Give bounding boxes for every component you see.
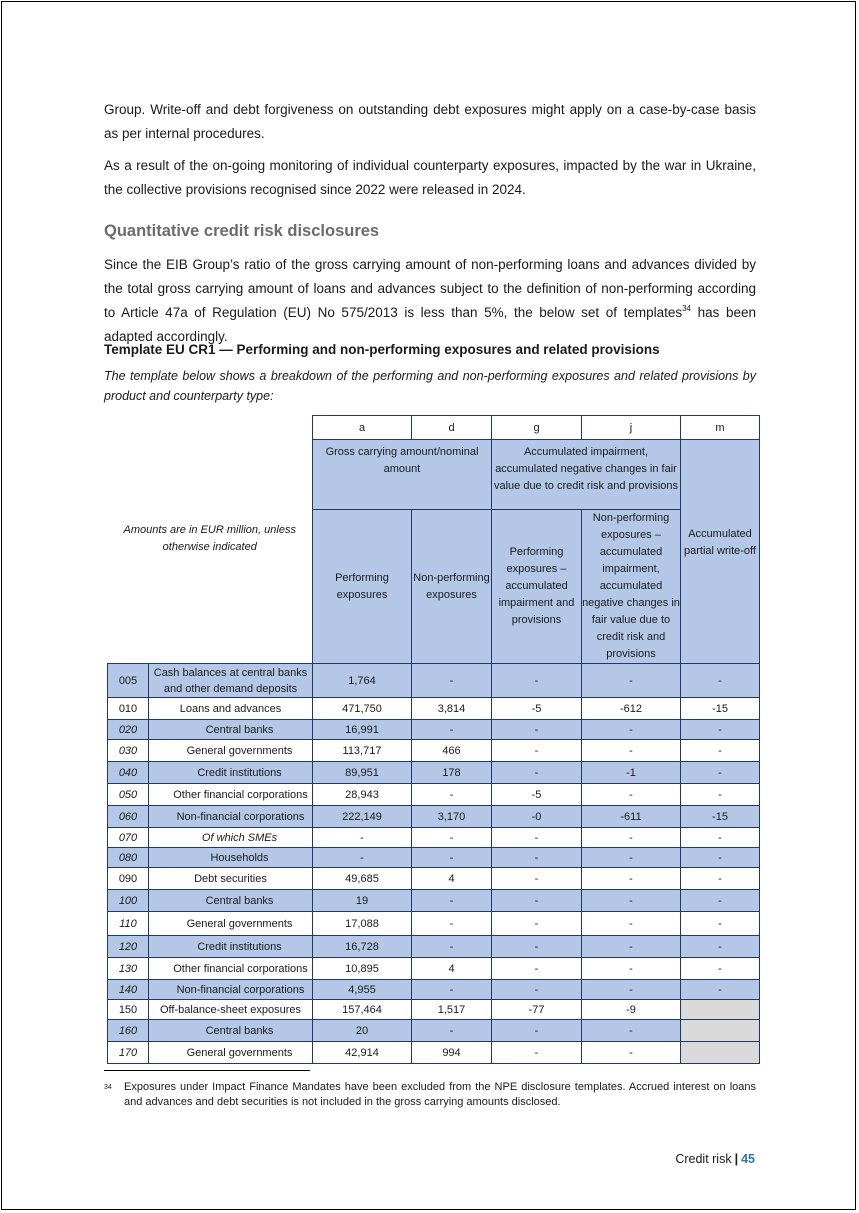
cell-j: -9 xyxy=(582,1000,681,1020)
template-description: The template below shows a breakdown of the performing and non-performing exposures and related provisions by product and counterparty type: xyxy=(104,369,756,403)
row-label: Central banks xyxy=(149,890,313,912)
cell-m: -15 xyxy=(681,806,760,828)
row-label: Other financial corporations xyxy=(149,784,313,806)
cell-m: - xyxy=(681,958,760,980)
cell-d: 3,170 xyxy=(412,806,492,828)
cell-a: - xyxy=(313,848,412,868)
cell-d: 3,814 xyxy=(412,698,492,720)
cell-j: - xyxy=(582,848,681,868)
row-code: 100 xyxy=(108,890,149,912)
paragraph-npe-ratio-text: Since the EIB Group’s ratio of the gross carrying amount of non-performing loans and advances divided by the total gross carrying amount of loans and advances subject to the definition of non-performing according to Article 47a of Regulation (EU) No 575/2013 is less than 5%, the below set of templates xyxy=(104,257,756,320)
cell-j: -612 xyxy=(582,698,681,720)
cell-g: - xyxy=(492,958,582,980)
cell-m: - xyxy=(681,890,760,912)
table-row xyxy=(108,848,760,868)
footnote-reference[interactable]: 34 xyxy=(682,304,692,313)
row-label: Households xyxy=(149,848,313,868)
table-row xyxy=(108,664,760,698)
header-performing-impairment: Performing exposures – accumulated impairment and provisions xyxy=(492,510,582,664)
cell-j: - xyxy=(582,912,681,936)
row-label: Debt securities xyxy=(149,868,313,890)
row-code: 005 xyxy=(108,664,149,698)
cell-m xyxy=(681,1000,760,1020)
cell-g: - xyxy=(492,720,582,740)
cell-j: - xyxy=(582,1042,681,1064)
row-code: 010 xyxy=(108,698,149,720)
cell-a: 17,088 xyxy=(313,912,412,936)
cell-a: 16,728 xyxy=(313,936,412,958)
footnote-divider xyxy=(104,1070,310,1071)
row-code: 020 xyxy=(108,720,149,740)
cell-g: - xyxy=(492,868,582,890)
page-footer xyxy=(675,1152,755,1166)
column-letter-row xyxy=(108,416,760,440)
template-title: Template EU CR1 — Performing and non-performing exposures and related provisions xyxy=(104,342,660,357)
table-row xyxy=(108,890,760,912)
table-row xyxy=(108,936,760,958)
cell-d: - xyxy=(412,936,492,958)
cell-j: - xyxy=(582,740,681,762)
cell-g: - xyxy=(492,848,582,868)
header-performing-exposures: Performing exposures xyxy=(313,510,412,664)
cell-g: - xyxy=(492,1020,582,1042)
cell-a: 89,951 xyxy=(313,762,412,784)
row-label: Non-financial corporations xyxy=(149,806,313,828)
column-letter-m: m xyxy=(681,416,760,440)
cr1-table xyxy=(107,415,760,1064)
page-number: 45 xyxy=(741,1152,755,1166)
cell-d: - xyxy=(412,720,492,740)
row-code: 140 xyxy=(108,980,149,1000)
column-letter-d: d xyxy=(412,416,492,440)
table-row xyxy=(108,720,760,740)
cell-d: - xyxy=(412,848,492,868)
cell-a: - xyxy=(313,828,412,848)
row-code: 160 xyxy=(108,1020,149,1042)
cell-m: - xyxy=(681,740,760,762)
cell-j: - xyxy=(582,664,681,698)
cell-g: - xyxy=(492,1042,582,1064)
row-label: Credit institutions xyxy=(149,762,313,784)
cell-d: 4 xyxy=(412,958,492,980)
paragraph-npe-ratio-end: has been adapted accordingly. xyxy=(104,305,756,344)
cell-d: 1,517 xyxy=(412,1000,492,1020)
table-row xyxy=(108,868,760,890)
cell-a: 1,764 xyxy=(313,664,412,698)
header-non-performing-exposures: Non-performing exposures xyxy=(412,510,492,664)
cell-j: -611 xyxy=(582,806,681,828)
cell-j: - xyxy=(582,720,681,740)
paragraph-collective-provisions: As a result of the on-going monitoring of individual counterparty exposures, impacted by the war in Ukraine, the collective provisions recognised since 2022 were released in 2024. xyxy=(104,158,756,197)
cell-d: 178 xyxy=(412,762,492,784)
cell-j: - xyxy=(582,936,681,958)
cell-g: -5 xyxy=(492,698,582,720)
row-label: General governments xyxy=(149,740,313,762)
footnote xyxy=(104,1080,756,1110)
cell-a: 19 xyxy=(313,890,412,912)
row-code: 030 xyxy=(108,740,149,762)
cell-j: - xyxy=(582,890,681,912)
row-code: 070 xyxy=(108,828,149,848)
cell-d: - xyxy=(412,980,492,1000)
row-code: 110 xyxy=(108,912,149,936)
row-code: 130 xyxy=(108,958,149,980)
cell-d: 994 xyxy=(412,1042,492,1064)
cell-m: - xyxy=(681,784,760,806)
row-label: Other financial corporations xyxy=(149,958,313,980)
header-accumulated-impairment: Accumulated impairment, accumulated negative changes in fair value due to credit risk and provisions xyxy=(492,440,681,510)
table-row xyxy=(108,806,760,828)
cell-g: - xyxy=(492,762,582,784)
cell-a: 222,149 xyxy=(313,806,412,828)
cell-j: - xyxy=(582,828,681,848)
row-code: 120 xyxy=(108,936,149,958)
table-row xyxy=(108,762,760,784)
cell-g: - xyxy=(492,828,582,848)
row-code: 040 xyxy=(108,762,149,784)
footnote-text: Exposures under Impact Finance Mandates have been excluded from the NPE disclosure templates. Accrued interest on loans and advances and debt securities is not included in the gross carrying amounts disclosed. xyxy=(124,1081,756,1108)
section-heading: Quantitative credit risk disclosures xyxy=(104,222,380,240)
row-label: Central banks xyxy=(149,720,313,740)
cell-j: - xyxy=(582,868,681,890)
cell-a: 113,717 xyxy=(313,740,412,762)
cell-d: - xyxy=(412,890,492,912)
column-letter-g: g xyxy=(492,416,582,440)
cell-g: - xyxy=(492,740,582,762)
row-label: Non-financial corporations xyxy=(149,980,313,1000)
column-letter-a: a xyxy=(313,416,412,440)
table-row xyxy=(108,1042,760,1064)
cell-g: - xyxy=(492,912,582,936)
paragraph-npe-ratio xyxy=(104,253,756,349)
cell-m: - xyxy=(681,762,760,784)
page-content xyxy=(104,98,756,403)
cell-a: 20 xyxy=(313,1020,412,1042)
cell-a: 10,895 xyxy=(313,958,412,980)
cr1-table-body xyxy=(108,664,760,1064)
cell-m: -15 xyxy=(681,698,760,720)
row-label: Of which SMEs xyxy=(149,828,313,848)
table-row xyxy=(108,1020,760,1042)
table-row xyxy=(108,828,760,848)
cell-g: -0 xyxy=(492,806,582,828)
table-row xyxy=(108,912,760,936)
header-accumulated-partial-write-off: Accumulated partial write-off xyxy=(681,440,760,664)
table-row xyxy=(108,698,760,720)
table-row xyxy=(108,980,760,1000)
cell-m: - xyxy=(681,828,760,848)
cell-d: - xyxy=(412,1020,492,1042)
paragraph-write-off: Group. Write-off and debt forgiveness on outstanding debt exposures might apply on a case-by-case basis as per internal procedures. xyxy=(104,102,756,141)
row-code: 170 xyxy=(108,1042,149,1064)
table-row xyxy=(108,740,760,762)
cell-a: 49,685 xyxy=(313,868,412,890)
column-letter-j: j xyxy=(582,416,681,440)
cell-g: -5 xyxy=(492,784,582,806)
cell-d: - xyxy=(412,784,492,806)
cell-m xyxy=(681,1020,760,1042)
amounts-note: Amounts are in EUR million, unless otherwise indicated xyxy=(108,416,313,664)
row-label: General governments xyxy=(149,912,313,936)
header-non-performing-impairment: Non-performing exposures – accumulated impairment, accumulated negative changes in fair value due to credit risk and provisions xyxy=(582,510,681,664)
cell-m: - xyxy=(681,848,760,868)
cell-j: - xyxy=(582,980,681,1000)
row-code: 080 xyxy=(108,848,149,868)
cell-j: - xyxy=(582,1020,681,1042)
row-code: 060 xyxy=(108,806,149,828)
cell-a: 42,914 xyxy=(313,1042,412,1064)
row-code: 150 xyxy=(108,1000,149,1020)
table-row xyxy=(108,958,760,980)
cell-a: 16,991 xyxy=(313,720,412,740)
cell-m: - xyxy=(681,912,760,936)
footer-section-name: Credit risk xyxy=(675,1152,732,1166)
row-label: Cash balances at central banks and other demand deposits xyxy=(149,664,313,698)
cell-m: - xyxy=(681,868,760,890)
row-label: Central banks xyxy=(149,1020,313,1042)
cell-g: - xyxy=(492,980,582,1000)
cell-m: - xyxy=(681,664,760,698)
row-code: 050 xyxy=(108,784,149,806)
header-gross-carrying-amount: Gross carrying amount/nominal amount xyxy=(313,440,492,510)
cell-a: 28,943 xyxy=(313,784,412,806)
cell-d: - xyxy=(412,664,492,698)
cell-a: 471,750 xyxy=(313,698,412,720)
row-label: Off-balance-sheet exposures xyxy=(149,1000,313,1020)
cell-m xyxy=(681,1042,760,1064)
cell-m: - xyxy=(681,936,760,958)
cell-a: 4,955 xyxy=(313,980,412,1000)
table-row xyxy=(108,784,760,806)
cell-g: - xyxy=(492,936,582,958)
footer-separator: | xyxy=(734,1152,739,1166)
row-label: Credit institutions xyxy=(149,936,313,958)
cell-g: - xyxy=(492,890,582,912)
cell-m: - xyxy=(681,980,760,1000)
row-label: General governments xyxy=(149,1042,313,1064)
cell-d: 4 xyxy=(412,868,492,890)
row-label: Loans and advances xyxy=(149,698,313,720)
cell-j: -1 xyxy=(582,762,681,784)
cell-j: - xyxy=(582,958,681,980)
cell-d: - xyxy=(412,828,492,848)
cell-j: - xyxy=(582,784,681,806)
cell-a: 157,464 xyxy=(313,1000,412,1020)
cell-g: -77 xyxy=(492,1000,582,1020)
row-code: 090 xyxy=(108,868,149,890)
table-row xyxy=(108,1000,760,1020)
cell-d: - xyxy=(412,912,492,936)
cell-g: - xyxy=(492,664,582,698)
cell-d: 466 xyxy=(412,740,492,762)
footnote-number: 34 xyxy=(104,1084,112,1091)
cell-m: - xyxy=(681,720,760,740)
